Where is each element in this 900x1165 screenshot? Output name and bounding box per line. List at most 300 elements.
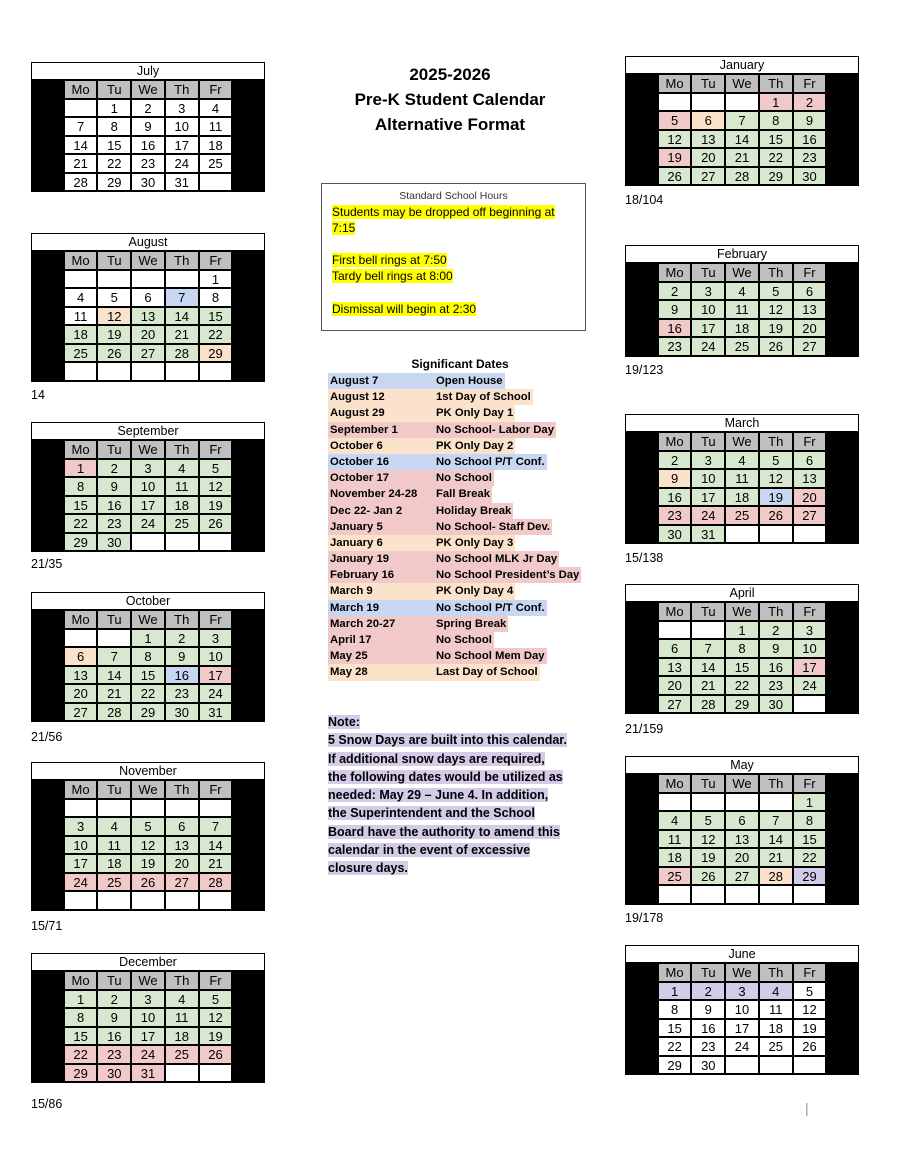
side-bar [826,1037,858,1056]
day-cell: 18 [658,848,692,867]
side-bar [232,1064,264,1083]
day-cell [97,799,131,818]
month-title: October [32,593,264,610]
day-cell: 23 [131,154,165,173]
page-mark: | [805,1100,809,1116]
significant-date-row [328,664,581,680]
side-bar [32,477,64,496]
significant-date: January 6 [328,535,434,551]
day-cell: 11 [64,307,98,326]
day-cell: 23 [691,1037,725,1056]
side-bar [826,337,858,356]
day-cell: 2 [658,282,692,301]
day-count: 15/138 [625,551,664,565]
significant-date: November 24-28 [328,486,434,502]
significant-event: PK Only Day 2 [434,438,515,454]
day-cell: 4 [165,459,199,478]
day-cell: 13 [165,836,199,855]
day-cell: 30 [691,1056,725,1075]
day-cell: 19 [759,488,793,507]
day-cell: 26 [131,873,165,892]
day-cell: 8 [759,111,793,130]
side-bar [626,488,658,507]
significant-event: No School [434,632,494,648]
month-may [625,756,859,905]
day-cell: 11 [759,1000,793,1019]
side-bar [32,440,64,459]
day-cell: 27 [725,867,759,886]
day-cell: 20 [793,488,827,507]
day-cell: 24 [64,873,98,892]
day-cell [759,525,793,544]
side-bar [232,666,264,685]
month-march [625,414,859,544]
day-cell: 4 [725,451,759,470]
day-cell: 26 [199,1045,233,1064]
weekday-header: Tu [691,432,725,451]
day-cell: 19 [793,1019,827,1038]
weekday-header-row [32,80,264,99]
significant-date: February 16 [328,567,434,583]
significant-event: No School- Labor Day [434,422,556,438]
side-bar [626,848,658,867]
side-bar [232,610,264,629]
day-cell: 12 [759,300,793,319]
side-bar [232,154,264,173]
side-bar [32,629,64,648]
week-row [626,1019,858,1038]
side-bar [232,362,264,381]
day-cell: 8 [725,639,759,658]
day-cell: 2 [131,99,165,118]
day-cell: 15 [725,658,759,677]
day-cell: 27 [691,167,725,186]
weekday-header: We [725,263,759,282]
side-bar [626,963,658,982]
day-cell: 13 [131,307,165,326]
month-april [625,584,859,714]
day-cell: 19 [97,325,131,344]
weekday-header: Tu [97,610,131,629]
day-cell: 20 [64,684,98,703]
week-row [32,307,264,326]
weekday-header: Fr [199,780,233,799]
title-year: 2025-2026 [409,65,491,84]
weekday-header: Th [759,602,793,621]
significant-date-row [328,454,581,470]
day-cell: 18 [725,488,759,507]
side-bar [32,270,64,289]
week-row [32,154,264,173]
side-bar [32,836,64,855]
side-bar [32,873,64,892]
side-bar [32,1027,64,1046]
side-bar [826,74,858,93]
day-cell: 5 [199,459,233,478]
side-bar [826,621,858,640]
day-cell [131,799,165,818]
day-cell: 12 [199,1008,233,1027]
day-cell: 18 [725,319,759,338]
side-bar [232,251,264,270]
day-cell [759,885,793,904]
day-cell [691,885,725,904]
side-bar [626,451,658,470]
day-cell: 7 [691,639,725,658]
weekday-header: Tu [97,971,131,990]
day-cell: 6 [658,639,692,658]
week-row [626,830,858,849]
week-row [626,1037,858,1056]
side-bar [626,885,658,904]
week-row [32,666,264,685]
side-bar [626,148,658,167]
side-bar [626,1000,658,1019]
day-cell: 22 [658,1037,692,1056]
side-bar [826,830,858,849]
day-cell: 1 [64,459,98,478]
day-cell: 29 [131,703,165,722]
side-bar [32,799,64,818]
week-row [626,658,858,677]
day-cell: 21 [97,684,131,703]
day-count: 21/159 [625,722,664,736]
day-cell [725,1056,759,1075]
side-bar [626,74,658,93]
day-cell: 27 [131,344,165,363]
day-cell: 6 [793,282,827,301]
day-cell [64,799,98,818]
day-cell: 1 [658,982,692,1001]
day-cell [759,1056,793,1075]
note-text: the following dates would be utilized as [328,769,563,784]
day-cell [725,793,759,812]
significant-date-row [328,632,581,648]
day-cell: 13 [725,830,759,849]
side-bar [826,111,858,130]
day-cell [131,891,165,910]
weekday-header: We [131,610,165,629]
side-bar [232,117,264,136]
weekday-header-row [32,971,264,990]
school-hours-title: Standard School Hours [399,190,508,202]
weekday-header: Fr [199,610,233,629]
significant-date: September 1 [328,422,434,438]
weekday-header: Th [759,963,793,982]
day-cell [165,891,199,910]
significant-event: PK Only Day 4 [434,583,515,599]
day-cell [658,885,692,904]
day-cell [131,270,165,289]
month-title: March [626,415,858,432]
significant-date: January 19 [328,551,434,567]
day-count: 14 [31,388,45,402]
weekday-header: Tu [97,780,131,799]
significant-event: Holiday Break [434,503,513,519]
day-cell: 26 [199,514,233,533]
day-cell [165,270,199,289]
day-cell [199,799,233,818]
day-cell: 18 [165,1027,199,1046]
significant-date: March 20-27 [328,616,434,632]
day-cell: 15 [793,830,827,849]
weekday-header-row [32,780,264,799]
day-cell: 28 [725,167,759,186]
side-bar [232,817,264,836]
side-bar [626,867,658,886]
day-cell [691,621,725,640]
day-cell: 16 [165,666,199,685]
day-cell [793,885,827,904]
note-text: Note: [328,715,360,729]
day-cell: 28 [64,173,98,192]
side-bar [232,873,264,892]
side-bar [32,251,64,270]
day-cell: 26 [97,344,131,363]
day-cell: 9 [165,647,199,666]
side-bar [232,173,264,192]
day-cell: 20 [658,676,692,695]
side-bar [626,695,658,714]
side-bar [826,263,858,282]
day-cell: 11 [725,469,759,488]
weekday-header: We [131,780,165,799]
note-text: 5 Snow Days are built into this calendar. [328,733,567,748]
day-cell: 27 [165,873,199,892]
weekday-header: Tu [691,774,725,793]
side-bar [626,774,658,793]
day-cell: 7 [97,647,131,666]
week-row [626,93,858,112]
day-cell [97,629,131,648]
side-bar [32,325,64,344]
note-text: calendar in the event of excessive [328,843,531,858]
day-count: 18/104 [625,193,664,207]
day-cell [658,793,692,812]
weekday-header: Mo [64,610,98,629]
day-cell: 31 [199,703,233,722]
significant-date: March 9 [328,583,434,599]
weekday-header: Fr [793,263,827,282]
month-title: June [626,946,858,963]
day-cell: 4 [64,288,98,307]
note-line [328,731,578,749]
month-title: February [626,246,858,263]
significant-date-row [328,583,581,599]
side-bar [232,703,264,722]
week-row [626,525,858,544]
day-cell [64,270,98,289]
side-bar [826,811,858,830]
side-bar [826,148,858,167]
weekday-header: Mo [64,971,98,990]
week-row [32,836,264,855]
day-cell: 24 [691,506,725,525]
day-cell: 29 [725,695,759,714]
side-bar [32,154,64,173]
month-november [31,762,265,911]
week-row [32,99,264,118]
side-bar [32,307,64,326]
day-cell: 26 [658,167,692,186]
month-september [31,422,265,552]
day-cell [64,99,98,118]
day-cell: 8 [97,117,131,136]
significant-date: August 12 [328,389,434,405]
day-cell: 3 [793,621,827,640]
side-bar [626,602,658,621]
weekday-header: Mo [658,74,692,93]
day-cell: 22 [725,676,759,695]
week-row [626,1000,858,1019]
day-cell: 17 [131,1027,165,1046]
side-bar [626,1037,658,1056]
side-bar [826,1019,858,1038]
day-cell [165,799,199,818]
significant-date: May 28 [328,664,434,680]
day-cell: 28 [199,873,233,892]
day-count: 21/56 [31,730,63,744]
weekday-header: Fr [793,774,827,793]
weekday-header: Mo [64,80,98,99]
day-cell [165,362,199,381]
side-bar [826,867,858,886]
month-december [31,953,265,1083]
week-row [32,873,264,892]
day-cell: 3 [64,817,98,836]
significant-date: March 19 [328,600,434,616]
day-cell: 29 [64,533,98,552]
week-row [32,629,264,648]
week-row [32,496,264,515]
side-bar [32,817,64,836]
week-row [32,1064,264,1083]
day-cell [165,1064,199,1083]
day-cell: 23 [97,1045,131,1064]
side-bar [626,300,658,319]
note-text: needed: May 29 – June 4. In addition, [328,788,549,803]
significant-dates-list [328,373,581,681]
week-row [626,848,858,867]
day-cell: 9 [691,1000,725,1019]
day-cell: 4 [725,282,759,301]
month-title: May [626,757,858,774]
week-row [32,533,264,552]
day-cell [725,93,759,112]
significant-event: PK Only Day 3 [434,535,515,551]
day-cell: 30 [131,173,165,192]
day-cell: 6 [64,647,98,666]
significant-event: No School Mem Day [434,648,547,664]
day-cell: 8 [131,647,165,666]
side-bar [32,1008,64,1027]
dropoff-line: Students may be dropped off beginning at [332,205,555,219]
significant-date-row [328,405,581,421]
weekday-header: Tu [691,74,725,93]
side-bar [826,319,858,338]
side-bar [826,793,858,812]
significant-event: 1st Day of School [434,389,533,405]
side-bar [232,440,264,459]
significant-date-row [328,486,581,502]
day-cell: 10 [691,300,725,319]
side-bar [232,136,264,155]
week-row [626,1056,858,1075]
day-cell: 23 [97,514,131,533]
day-cell: 2 [691,982,725,1001]
day-cell: 18 [199,136,233,155]
month-title: November [32,763,264,780]
significant-date: January 5 [328,519,434,535]
significant-date-row [328,470,581,486]
day-cell: 31 [131,1064,165,1083]
day-cell: 2 [165,629,199,648]
day-cell: 11 [725,300,759,319]
side-bar [32,1064,64,1083]
weekday-header: Tu [691,263,725,282]
side-bar [626,1019,658,1038]
side-bar [626,811,658,830]
day-cell: 26 [759,337,793,356]
day-cell: 27 [658,695,692,714]
day-cell: 17 [691,488,725,507]
day-cell: 11 [165,477,199,496]
title-format: Alternative Format [374,115,526,134]
day-cell: 2 [793,93,827,112]
week-row [626,885,858,904]
day-cell: 20 [793,319,827,338]
day-cell: 6 [131,288,165,307]
day-cell: 21 [691,676,725,695]
side-bar [32,173,64,192]
side-bar [826,676,858,695]
week-row [626,793,858,812]
day-cell: 28 [759,867,793,886]
weekday-header: Th [165,780,199,799]
week-row [32,136,264,155]
day-cell: 25 [64,344,98,363]
side-bar [32,136,64,155]
week-row [626,621,858,640]
side-bar [32,891,64,910]
side-bar [626,639,658,658]
day-cell: 2 [658,451,692,470]
day-cell: 18 [165,496,199,515]
day-cell: 17 [131,496,165,515]
side-bar [232,647,264,666]
day-cell: 30 [658,525,692,544]
side-bar [232,477,264,496]
side-bar [826,488,858,507]
day-cell: 20 [165,854,199,873]
significant-event: Last Day of School [434,664,540,680]
day-cell: 23 [759,676,793,695]
day-cell: 15 [658,1019,692,1038]
significant-event: No School [434,470,494,486]
day-cell [725,885,759,904]
day-cell: 1 [759,93,793,112]
day-cell: 17 [199,666,233,685]
weekday-header-row [32,440,264,459]
day-cell: 12 [199,477,233,496]
day-cell: 24 [131,514,165,533]
weekday-header: We [131,971,165,990]
side-bar [826,167,858,186]
side-bar [626,469,658,488]
day-cell: 2 [759,621,793,640]
day-cell: 5 [793,982,827,1001]
day-cell: 22 [64,514,98,533]
